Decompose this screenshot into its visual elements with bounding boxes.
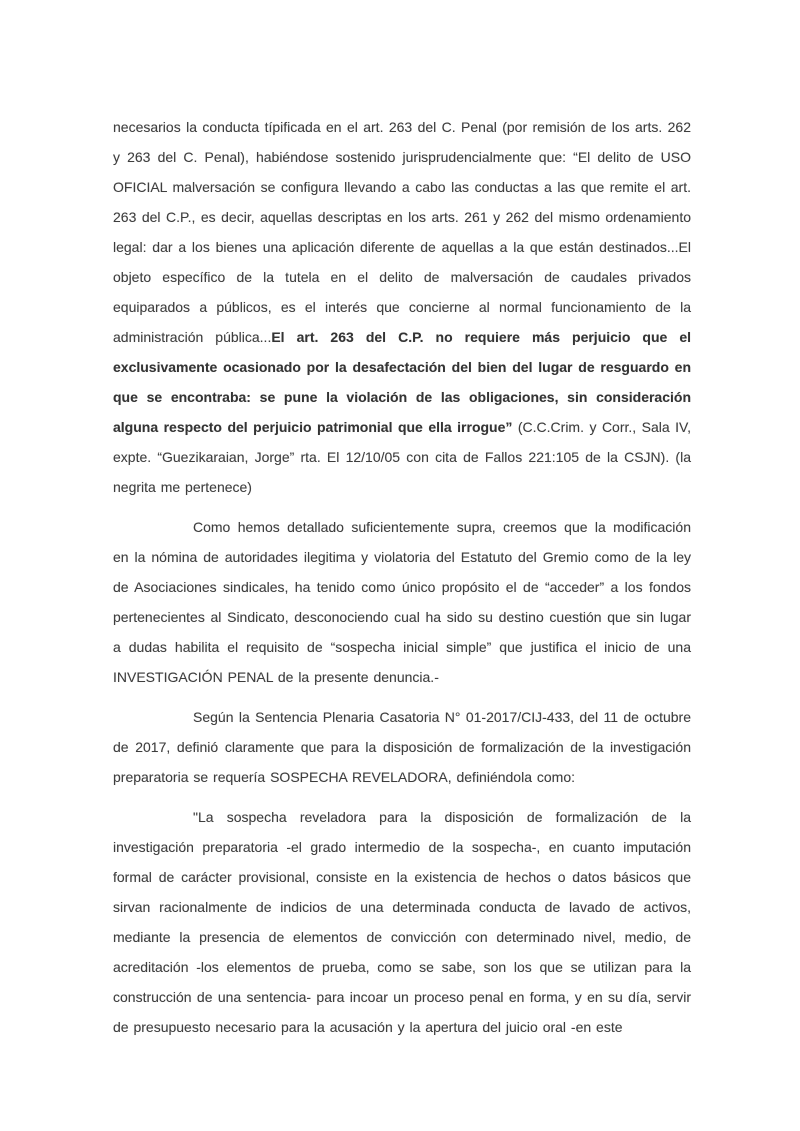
text-run: (C.C.Crim. y Corr., Sala IV, expte. “Guezikaraian, Jorge” rta. El 12/10/05 con cita de Fallos 221:105 de la CSJN). (la negrita me pertenece) — [113, 419, 692, 495]
paragraph-sentencia-plenaria — [113, 702, 691, 792]
paragraph-como-hemos-detallado — [113, 512, 691, 692]
paragraph-sospecha-reveladora — [113, 802, 691, 1042]
text-run: Como hemos detallado suficientemente supra, creemos que la modificación en la nómina de autoridades ilegitima y violatoria del Estatuto del Gremio como de la ley de Asociaciones sindicales, ha tenido como único propósito el de “acceder” a los fondos pertenecientes al Sindicato, desconociendo cual ha sido su destino cuestión que sin lugar a dudas habilita el requisito de “sospecha inicial simple” que justifica el inicio de una INVESTIGACIÓN PENAL de la presente denuncia.- — [113, 519, 691, 685]
text-run: necesarios la conducta típificada en el art. 263 del C. Penal (por remisión de los arts. 262 y 263 del C. Penal), habiéndose sostenido jurisprudencialmente que: “El delito de USO OFICIAL malversación se configura llevando a cabo las conductas a las que remite el art. 263 del C.P., es decir, aquellas descriptas en los arts. 261 y 262 del mismo ordenamiento legal: dar a los bienes una aplicación diferente de aquellas a la que están destinados...El objeto específico de la tutela en el delito de malversación de caudales privados equiparados a públicos, es el interés que concierne al normal funcionamiento de la administración pública... — [113, 119, 691, 345]
text-run: "La sospecha reveladora para la disposición de formalización de la investigación preparatoria -el grado intermedio de la sospecha-, en cuanto imputación formal de carácter provisional, consiste en la existencia de hechos o datos básicos que sirvan racionalmente de indicios de una determinada conducta de lavado de activos, mediante la presencia de elementos de convicción con determinado nivel, medio, de acreditación -los elementos de prueba, como se sabe, son los que se utilizan para la construcción de una sentencia- para incoar un proceso penal en forma, y en su día, servir de presupuesto necesario para la acusación y la apertura del juicio oral -en este — [113, 809, 691, 1035]
bold-text-run: El art. 263 del C.P. no requiere más perjuicio que el exclusivamente ocasionado por la desafectación del bien del lugar de resguardo en que se encontraba: se pune la violación de las obligaciones, sin consideración alguna respecto del perjuicio patrimonial que ella irrogue” — [113, 329, 692, 435]
document-body-text — [113, 112, 691, 1052]
paragraph-jurisprudencia-malversacion — [113, 112, 691, 502]
text-run: Según la Sentencia Plenaria Casatoria N° 01-2017/CIJ-433, del 11 de octubre de 2017, definió claramente que para la disposición de formalización de la investigación preparatoria se requería SOSPECHA REVELADORA, definiéndola como: — [113, 709, 691, 785]
